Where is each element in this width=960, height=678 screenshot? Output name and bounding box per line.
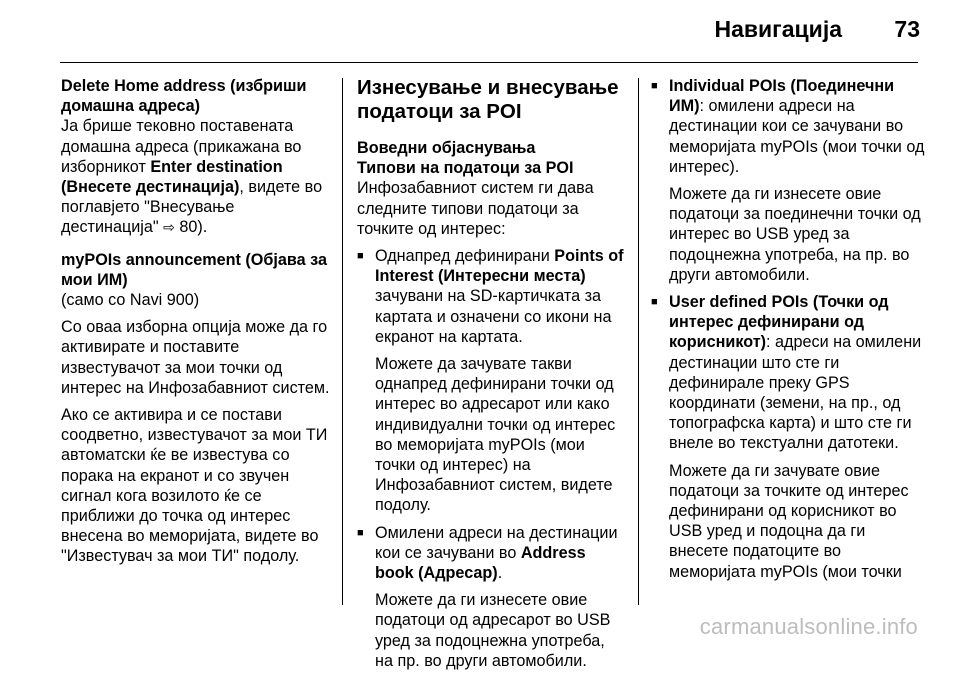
section-delete-home: [61, 76, 333, 238]
chapter-title: Навигација: [714, 16, 842, 42]
paragraph: (само со Navi 900): [61, 291, 200, 310]
paragraph: Инфозабавниот систем ги дава следните типови податоци за точките од интерес:: [357, 179, 594, 238]
list-item-detail: Можете да ги зачувате овие податоци за точките од интерес дефинирани од корисникот во USB уред и подоцна да ги внесете податоците во меморијата myPOIs (мои точки: [669, 461, 909, 581]
page-number: 73: [894, 16, 920, 42]
list-item: ■ Омилени адреси на дестинации кои се зачувани во Address book (Адресар).: [357, 523, 627, 584]
section-title: Изнесување и внесување податоци за POI: [357, 76, 619, 123]
menu-item-ref: Enter destination (Внесете дестинација): [61, 157, 283, 197]
subsubsection-heading: Типови на податоци за POI: [357, 159, 574, 178]
list-item-detail: Можете да ги изнесете овие податоци од адресарот во USB уред за подоцнежна употреба, на пр. во други автомобили.: [375, 591, 611, 670]
column-2: [357, 76, 627, 678]
section-mypois-announcement: [61, 250, 333, 567]
page-ref: 80).: [179, 218, 208, 237]
section-heading: myPOIs announcement (Објава за мои ИМ): [61, 250, 327, 289]
column-1: [61, 76, 333, 579]
column-divider-2: [638, 78, 639, 605]
watermark: carmanualsonline.info: [699, 614, 918, 639]
column-divider-1: [342, 78, 343, 605]
list-item-detail: Можете да ги изнесете овие податоци за поединечни точки од интерес во USB уред за подоцнежна употреба, на пр. во други автомобили.: [669, 185, 921, 284]
paragraph: Ако се активира и се постави соодветно, известувачот за мои ТИ автоматски ќе ве известува со порака на екранот и со звучен сигнал кога возилото ќе се приближи до точка од интерес внесена во меморијата, видете во "Известувач за мои ТИ" подолу.: [61, 406, 328, 566]
list-item: ■ Однапред дефинирани Points of Interest (Интересни места) зачувани на SD-картичката за картата и означени со икони на екранот на картата.: [357, 246, 627, 347]
section-heading: Delete Home address (избриши домашна адреса): [61, 77, 307, 116]
page-ref-arrow-icon: ⇨: [163, 219, 175, 236]
list-item-detail: Можете да зачувате такви однапред дефинирани точки од интерес во адресарот или како индивидуални точки од интерес во меморијата myPOIs (мои точки од интерес) на Инфозабавниот систем, видете подолу.: [375, 355, 616, 515]
column-3: [651, 76, 925, 589]
list-item: ■ Individual POIs (Поединечни ИМ): омилени адреси на дестинации кои се зачувани во меморијата myPOIs (мои точки од интерес).: [651, 76, 925, 177]
list-item: ■ User defined POIs (Точки од интерес дефинирани од корисникот): адреси на омилени дестинации што сте ги дефинирале преку GPS координати (земени, на пр., од топографска карта) и што сте ги внеле во текстуални датотеки.: [651, 292, 925, 454]
paragraph: Со оваа изборна опција може да го активирате и поставите известувачот за мои точки од интерес на Инфозабавниот систем.: [61, 318, 330, 397]
header-rule: [60, 62, 918, 63]
subsection-heading: Воведни објаснувања: [357, 139, 536, 157]
paragraph: Ја брише тековно поставената домашна адреса (прикажана во изборникот Enter destination (Внесете дестинација), видете во поглавјето "Внесување дестинација" ⇨ 80).: [61, 117, 323, 237]
